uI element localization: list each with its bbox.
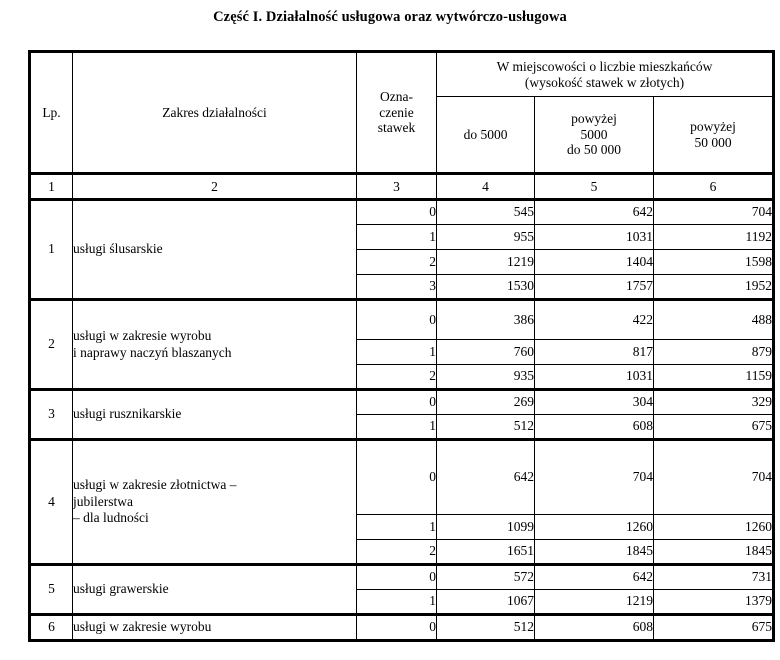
header-col5-line2: 5000: [580, 126, 608, 142]
description-line: usługi ślusarskie: [73, 241, 163, 257]
table-row: [30, 440, 774, 515]
amount-5000-to-50000: 642: [535, 200, 654, 225]
row-lp: 6: [30, 615, 73, 641]
rate-mark-cell: 0: [357, 615, 437, 641]
amount-to-5000: 1067: [437, 590, 535, 615]
rate-mark-cell: 0: [357, 300, 437, 340]
amount-5000-to-50000: 1219: [535, 590, 654, 615]
description-line: usługi grawerskie: [73, 581, 169, 597]
description-line: jubilerstwa: [73, 493, 133, 509]
amount-to-5000: 269: [437, 390, 535, 415]
row-lp: 2: [30, 300, 73, 390]
rate-mark-cell: 1: [357, 340, 437, 365]
row-description: [73, 440, 357, 565]
header-col5-line1: powyżej: [571, 111, 617, 127]
amount-to-5000: 760: [437, 340, 535, 365]
rate-mark-cell: 2: [357, 540, 437, 565]
amount-above-50000: 1598: [654, 250, 774, 275]
amount-5000-to-50000: 642: [535, 565, 654, 590]
column-number-6: 6: [654, 174, 774, 200]
rate-mark-cell: 0: [357, 565, 437, 590]
amount-5000-to-50000: 1757: [535, 275, 654, 300]
amount-above-50000: 488: [654, 300, 774, 340]
amount-above-50000: 329: [654, 390, 774, 415]
column-number-2: 2: [73, 174, 357, 200]
amount-above-50000: 1159: [654, 365, 774, 390]
row-lp: 3: [30, 390, 73, 440]
description-line: usługi w zakresie złotnictwa –: [73, 476, 237, 492]
rate-mark-cell: 1: [357, 590, 437, 615]
table-body: [30, 200, 774, 641]
amount-5000-to-50000: 704: [535, 440, 654, 515]
rate-mark-cell: 0: [357, 440, 437, 515]
amount-to-5000: 935: [437, 365, 535, 390]
amount-5000-to-50000: 422: [535, 300, 654, 340]
table-row: [30, 300, 774, 340]
header-locality-line2: (wysokość stawek w złotych): [524, 74, 685, 90]
column-number-1: 1: [30, 174, 73, 200]
amount-above-50000: 1260: [654, 515, 774, 540]
header-scope: Zakres działalności: [73, 52, 357, 174]
amount-above-50000: 1379: [654, 590, 774, 615]
amount-above-50000: 731: [654, 565, 774, 590]
amount-above-50000: 879: [654, 340, 774, 365]
amount-above-50000: 704: [654, 440, 774, 515]
header-col-5000-to-50000: [535, 97, 654, 174]
amount-5000-to-50000: 608: [535, 615, 654, 641]
amount-to-5000: 1099: [437, 515, 535, 540]
amount-to-5000: 955: [437, 225, 535, 250]
table-row: [30, 565, 774, 590]
amount-to-5000: 572: [437, 565, 535, 590]
table-header: [30, 52, 774, 200]
rate-mark-cell: 1: [357, 415, 437, 440]
table-row: [30, 390, 774, 415]
amount-to-5000: 512: [437, 615, 535, 641]
description-line: usługi w zakresie wyrobu: [73, 327, 212, 343]
amount-above-50000: 675: [654, 415, 774, 440]
column-number-5: 5: [535, 174, 654, 200]
column-number-4: 4: [437, 174, 535, 200]
row-lp: 4: [30, 440, 73, 565]
row-lp: 1: [30, 200, 73, 300]
rate-mark-cell: 2: [357, 250, 437, 275]
amount-above-50000: 675: [654, 615, 774, 641]
header-locality-span: [437, 52, 774, 97]
amount-to-5000: 386: [437, 300, 535, 340]
header-rate-mark-line3: stawek: [377, 120, 416, 136]
amount-to-5000: 642: [437, 440, 535, 515]
amount-5000-to-50000: 1031: [535, 365, 654, 390]
amount-to-5000: 1651: [437, 540, 535, 565]
amount-5000-to-50000: 608: [535, 415, 654, 440]
header-col-above-50000: [654, 97, 774, 174]
header-rate-mark-line2: czenie: [379, 104, 414, 120]
rate-mark-cell: 2: [357, 365, 437, 390]
tax-rate-table: [28, 50, 775, 642]
header-rate-mark-line1: Ozna-: [380, 89, 413, 105]
amount-to-5000: 512: [437, 415, 535, 440]
amount-above-50000: 1952: [654, 275, 774, 300]
amount-to-5000: 545: [437, 200, 535, 225]
amount-5000-to-50000: 304: [535, 390, 654, 415]
page-title: Część I. Działalność usługowa oraz wytwórczo-usługowa: [213, 9, 567, 25]
table-row: [30, 200, 774, 225]
row-description: [73, 200, 357, 300]
amount-above-50000: 704: [654, 200, 774, 225]
amount-5000-to-50000: 817: [535, 340, 654, 365]
header-locality-line1: W miejscowości o liczbie mieszkańców: [496, 58, 713, 74]
rate-mark-cell: 1: [357, 225, 437, 250]
amount-5000-to-50000: 1031: [535, 225, 654, 250]
rate-mark-cell: 1: [357, 515, 437, 540]
amount-to-5000: 1530: [437, 275, 535, 300]
description-line: – dla ludności: [73, 510, 149, 526]
amount-above-50000: 1845: [654, 540, 774, 565]
amount-to-5000: 1219: [437, 250, 535, 275]
column-number-row: [30, 174, 774, 200]
header-col5-line3: do 50 000: [567, 142, 621, 158]
header-col-to-5000: do 5000: [437, 97, 535, 174]
amount-5000-to-50000: 1845: [535, 540, 654, 565]
header-lp: Lp.: [30, 52, 73, 174]
rate-mark-cell: 3: [357, 275, 437, 300]
header-col6-line1: powyżej: [690, 118, 736, 134]
amount-5000-to-50000: 1260: [535, 515, 654, 540]
table-row: [30, 615, 774, 641]
row-description: [73, 615, 357, 641]
description-line: usługi rusznikarskie: [73, 406, 182, 422]
header-rate-mark: [357, 52, 437, 174]
row-description: [73, 390, 357, 440]
amount-above-50000: 1192: [654, 225, 774, 250]
description-line: usługi w zakresie wyrobu: [73, 619, 212, 635]
rate-mark-cell: 0: [357, 200, 437, 225]
row-description: [73, 300, 357, 390]
header-col6-line2: 50 000: [694, 134, 732, 150]
row-lp: 5: [30, 565, 73, 615]
amount-5000-to-50000: 1404: [535, 250, 654, 275]
row-description: [73, 565, 357, 615]
description-line: i naprawy naczyń blaszanych: [73, 344, 232, 360]
column-number-3: 3: [357, 174, 437, 200]
header-row-main: [30, 52, 774, 97]
rate-mark-cell: 0: [357, 390, 437, 415]
